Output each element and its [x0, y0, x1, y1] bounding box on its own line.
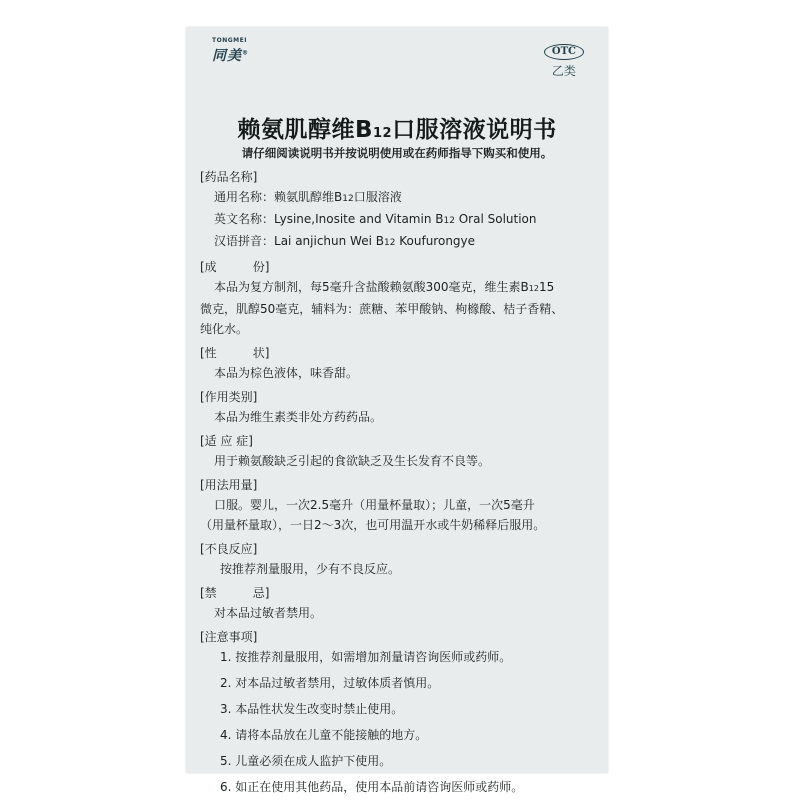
pinyin-line: 汉语拼音：Lai anjichun Wei B12 Koufurongye	[214, 234, 476, 248]
dosage-line-2: （用量杯量取），一日2～3次，也可用温开水或牛奶稀释后服用。	[200, 518, 546, 532]
brand-name: 同美®	[212, 48, 249, 64]
description-text: 本品为棕色液体，味香甜。	[214, 366, 359, 380]
composition-line-3: 纯化水。	[200, 322, 249, 336]
document-title: 赖氨肌醇维B12口服溶液说明书	[237, 117, 557, 143]
adverse-text: 按推荐剂量服用，少有不良反应。	[220, 562, 401, 576]
composition-line-1: 本品为复方制剂，每5毫升含盐酸赖氨酸300毫克，维生素B1215	[214, 280, 555, 294]
list-item: 5. 儿童必须在成人监护下使用。	[220, 754, 392, 768]
section-heading-contraindications: [禁 忌]	[200, 586, 270, 600]
section-heading-description: [性 状]	[200, 346, 270, 360]
section-heading-category: [作用类别]	[200, 390, 258, 404]
instruction-leaflet	[186, 27, 608, 794]
dosage-line-1: 口服。婴儿，一次2.5毫升（用量杯量取）；儿童，一次5毫升	[214, 498, 535, 512]
section-heading-precautions: [注意事项]	[200, 630, 258, 644]
indications-text: 用于赖氨酸缺乏引起的食欲缺乏及生长发育不良等。	[214, 454, 491, 468]
section-heading-name: [药品名称]	[200, 170, 258, 184]
brand-logo	[212, 37, 249, 65]
list-item: 6. 如正在使用其他药品，使用本品前请咨询医师或药师。	[220, 780, 524, 794]
list-item: 1. 按推荐剂量服用，如需增加剂量请咨询医师或药师。	[220, 650, 512, 664]
section-heading-dosage: [用法用量]	[200, 478, 258, 492]
otc-badge: OTC	[544, 44, 584, 60]
generic-name-line: 通用名称：赖氨肌醇维B12口服溶液	[214, 190, 402, 204]
section-heading-indications: [适 应 症]	[200, 434, 253, 448]
section-heading-composition: [成 份]	[200, 260, 270, 274]
list-item: 2. 对本品过敏者禁用，过敏体质者慎用。	[220, 676, 440, 690]
leaflet-body	[200, 167, 600, 803]
composition-line-2: 微克，肌醇50毫克，辅料为：蔗糖、苯甲酸钠、枸橼酸、桔子香精、	[200, 302, 564, 316]
section-heading-adverse: [不良反应]	[200, 542, 258, 556]
usage-notice: 请仔细阅读说明书并按说明使用或在药师指导下购买和使用。	[241, 146, 553, 160]
list-item: 3. 本品性状发生改变时禁止使用。	[220, 702, 404, 716]
category-text: 本品为维生素类非处方药药品。	[214, 410, 383, 424]
brand-small-text: TONGMEI	[212, 37, 247, 44]
contraindications-text: 对本品过敏者禁用。	[214, 606, 323, 620]
english-name-line: 英文名称：Lysine,Inosite and Vitamin B12 Oral Solution	[214, 212, 537, 226]
precautions-list	[200, 647, 600, 797]
list-item: 4. 请将本品放在儿童不能接触的地方。	[220, 728, 428, 742]
otc-class: 乙类	[551, 64, 576, 78]
registered-mark: ®	[242, 49, 249, 57]
otc-mark	[544, 39, 584, 79]
